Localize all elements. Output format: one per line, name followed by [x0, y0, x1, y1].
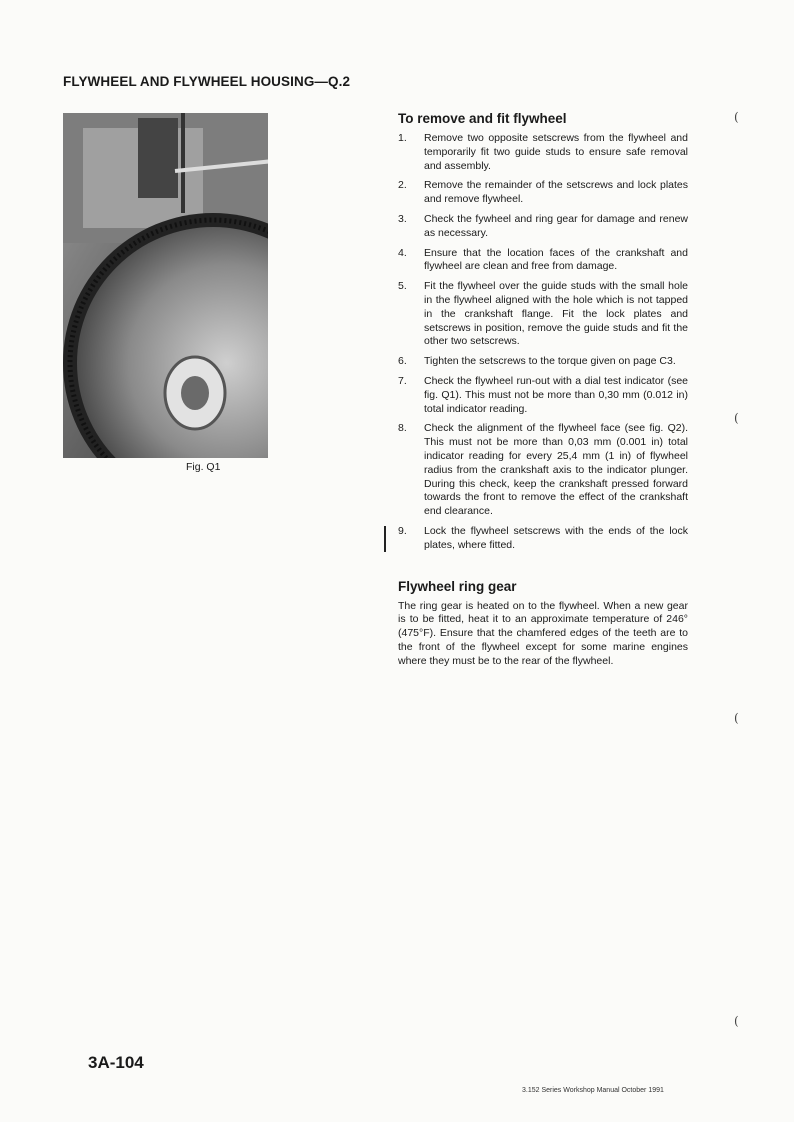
list-item [398, 213, 688, 241]
step-text: Ensure that the location faces of the crankshaft and flywheel are clean and free from damage. [424, 246, 688, 273]
step-number: 1. [398, 132, 407, 144]
main-content [398, 111, 688, 669]
footer-text: 3.152 Series Workshop Manual October 1991 [522, 1087, 664, 1094]
step-text: Check the alignment of the flywheel face (see fig. Q2). This must not be more than 0,03 mm (0.001 in) total indicator reading for every 25,4 mm (1 in) of flywheel radius from the crankshaft axis to the indicator plunger. During this check, keep the crankshaft pressed forward towards the front to remove the effect of the crankshaft end clearance. [424, 422, 688, 518]
step-number: 4. [398, 246, 407, 259]
list-item [398, 375, 688, 416]
flywheel-photo-illustration [63, 113, 268, 458]
step-text: Check the fywheel and ring gear for damage and renew as necessary. [424, 212, 688, 239]
step-text: Tighten the setscrews to the torque given on page C3. [424, 355, 676, 368]
list-item [398, 132, 688, 173]
ring-gear-paragraph: The ring gear is heated on to the flywheel. When a new gear is to be fitted, heat it to an approximate temperature of 246° (475°F). Ensure that the chamfered edges of the teeth are to the front of the flywheel except for some marine engines where they must be to the rear of the flywheel. [398, 599, 688, 667]
step-number: 7. [398, 374, 407, 387]
step-number: 3. [398, 212, 407, 225]
margin-mark: ( [734, 411, 739, 425]
margin-mark: ( [734, 110, 739, 124]
section-title-remove-fit: To remove and fit flywheel [398, 111, 567, 126]
step-number: 6. [398, 355, 407, 368]
step-number: 2. [398, 179, 407, 192]
margin-mark: ( [734, 1014, 739, 1028]
list-item [398, 422, 688, 519]
step-text: Fit the flywheel over the guide studs with the small hole in the flywheel aligned with the hole which is not tapped in the crankshaft flange. Fit the lock plates and setscrews in position, remove the guide studs and fit the other two setscrews. [424, 280, 688, 348]
step-text: Remove two opposite setscrews from the flywheel and temporarily fit two guide studs to ensure safe removal and assembly. [424, 132, 688, 172]
figure-photo [63, 113, 268, 458]
list-item [398, 247, 688, 275]
list-item [398, 355, 688, 369]
step-number: 8. [398, 422, 407, 435]
step-text: Lock the flywheel setscrews with the ends of the lock plates, where fitted. [424, 524, 688, 551]
section-title-ring-gear: Flywheel ring gear [398, 578, 517, 594]
step-number: 5. [398, 280, 407, 293]
page-number: 3A-104 [88, 1053, 144, 1072]
change-bar [384, 526, 386, 552]
list-item [398, 525, 688, 553]
list-item [398, 179, 688, 207]
step-text: Remove the remainder of the setscrews and lock plates and remove flywheel. [424, 179, 688, 206]
figure-caption: Fig. Q1 [186, 461, 221, 473]
margin-mark: ( [734, 711, 739, 725]
step-number: 9. [398, 524, 407, 537]
step-text: Check the flywheel run-out with a dial test indicator (see fig. Q1). This must not be more than 0,30 mm (0.012 in) total indicator reading. [424, 374, 688, 415]
page-header: FLYWHEEL AND FLYWHEEL HOUSING—Q.2 [63, 74, 351, 89]
list-item [398, 280, 688, 349]
steps-list [398, 132, 688, 553]
